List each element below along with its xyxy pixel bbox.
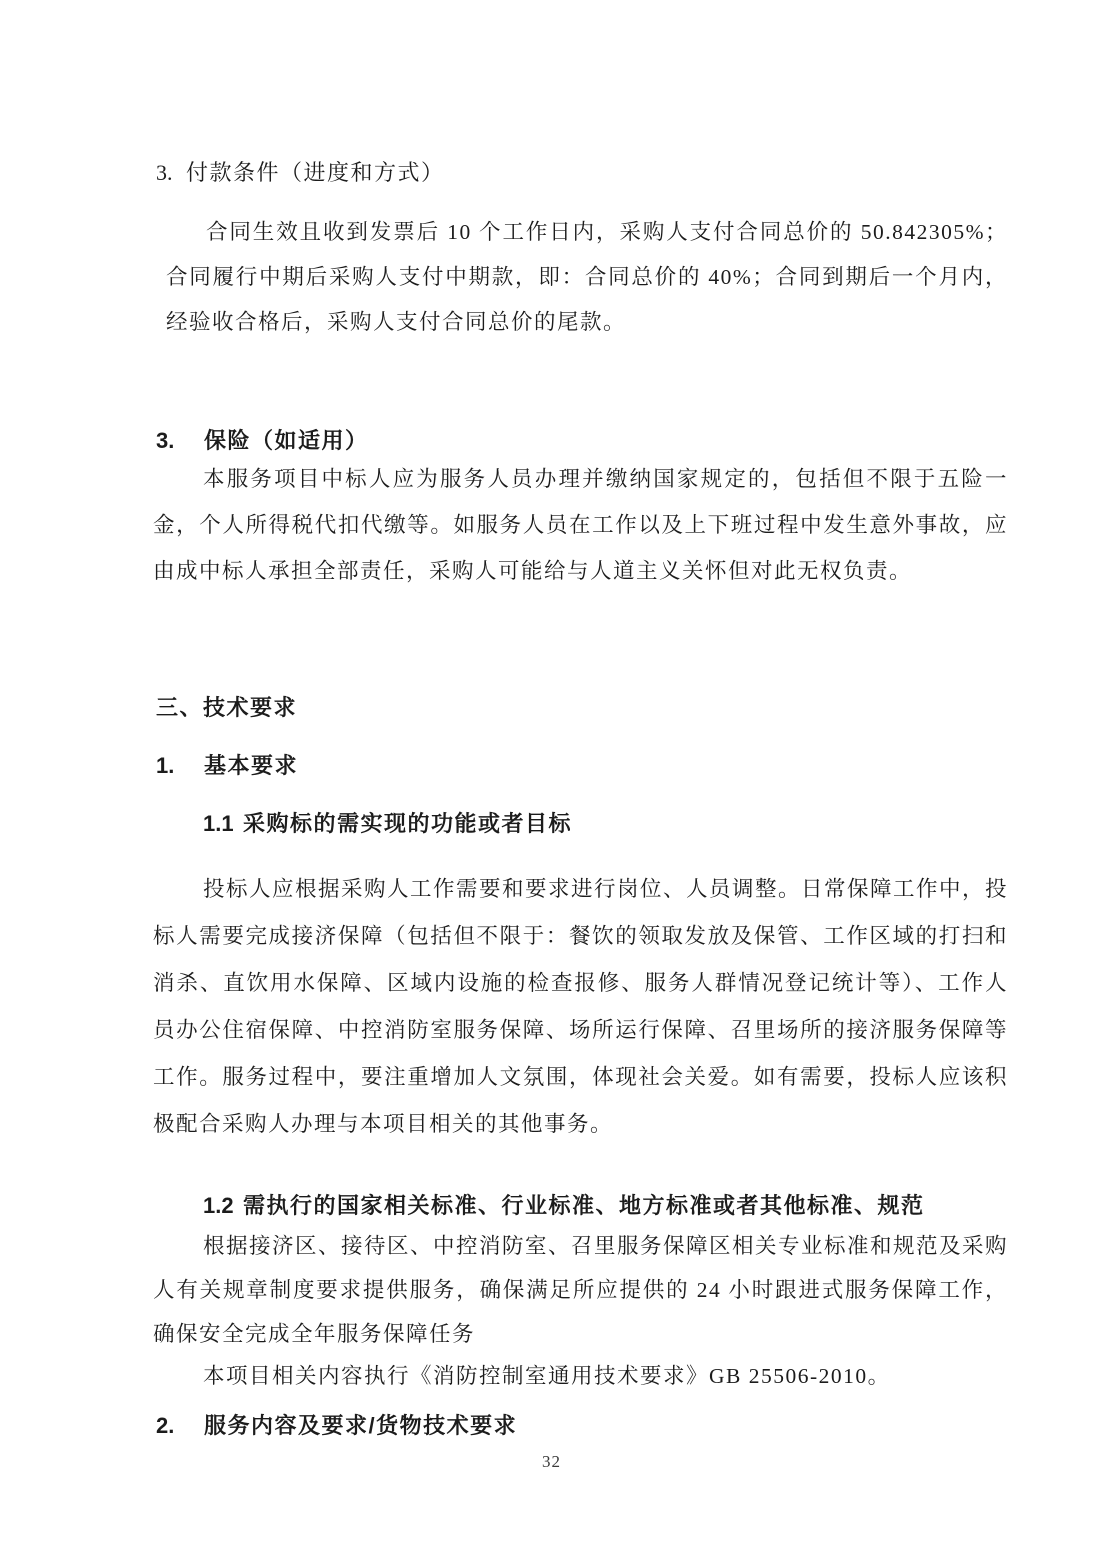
subsection-heading-functional-goals (203, 807, 572, 838)
paragraph-functional-goals: 投标人应根据采购人工作需要和要求进行岗位、人员调整。日常保障工作中，投标人需要完成接济保障（包括但不限于：餐饮的领取发放及保管、工作区域的打扫和消杀、直饮用水保障、区域内设施的检查报修、服务人群情况登记统计等）、工作人员办公住宿保障、中控消防室服务保障、场所运行保障、召里场所的接济服务保障等工作。服务过程中，要注重增加人文氛围，体现社会关爱。如有需要，投标人应该积极配合采购人办理与本项目相关的其他事务。 (153, 877, 1009, 1136)
heading-number: 2. (156, 1413, 175, 1438)
heading-title: 服务内容及要求/货物技术要求 (204, 1413, 518, 1438)
heading-title: 基本要求 (204, 753, 299, 778)
heading-title: 采购标的需实现的功能或者目标 (243, 811, 573, 836)
heading-number: 3. (156, 160, 173, 185)
section-heading-insurance (156, 424, 369, 455)
paragraph-insurance: 本服务项目中标人应为服务人员办理并缴纳国家规定的，包括但不限于五险一金，个人所得税代扣代缴等。如服务人员在工作以及上下班过程中发生意外事故，应由成中标人承担全部责任，采购人可能给与人道主义关怀但对此无权负责。 (153, 467, 1008, 583)
section-heading-basic-requirements (156, 749, 298, 780)
paragraph-standards-note: 本项目相关内容执行《消防控制室通用技术要求》GB 25506-2010。 (203, 1364, 891, 1388)
heading-number: 1. (156, 753, 175, 778)
paragraph-payment-terms: 合同生效且收到发票后 10 个工作日内，采购人支付合同总价的 50.842305%；合同履行中期后采购人支付中期款，即：合同总价的 40%；合同到期后一个月内，经验收合格后，采购人支付合同总价的尾款。 (166, 220, 1008, 334)
subsection-heading-standards (203, 1189, 925, 1220)
paragraph-standards: 根据接济区、接待区、中控消防室、召里服务保障区相关专业标准和规范及采购人有关规章制度要求提供服务，确保满足所应提供的 24 小时跟进式服务保障工作，确保安全完成全年服务保障任务 (153, 1234, 1009, 1346)
heading-number: 1.2 (203, 1193, 234, 1218)
heading-title: 付款条件（进度和方式） (186, 160, 445, 185)
section-heading-service-content (156, 1409, 517, 1440)
heading-number: 1.1 (203, 811, 234, 836)
page-number: 32 (542, 1452, 561, 1471)
heading-number: 3. (156, 428, 175, 453)
chapter-heading-technical-requirements: 三、技术要求 (156, 695, 298, 720)
heading-title: 需执行的国家相关标准、行业标准、地方标准或者其他标准、规范 (243, 1193, 925, 1218)
section-heading-payment (156, 156, 445, 187)
heading-title: 保险（如适用） (204, 428, 369, 453)
